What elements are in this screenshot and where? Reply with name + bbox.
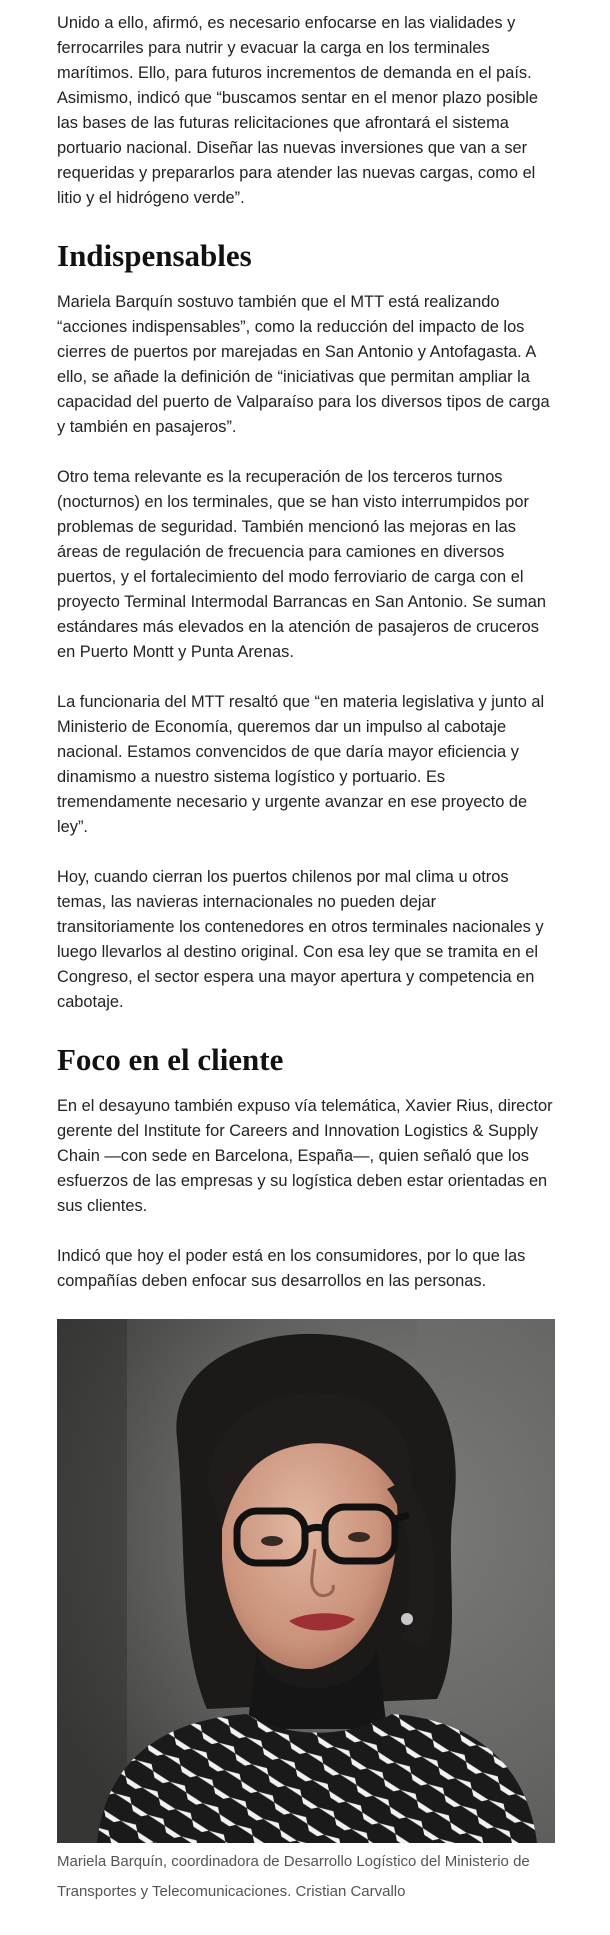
paragraph-foco-2: Indicó que hoy el poder está en los consumidores, por lo que las compañías deben enfocar sus desarrollos en las personas.	[57, 1247, 526, 1290]
heading-indispensables: Indispensables	[57, 238, 252, 273]
paragraph-indispensables-1: Mariela Barquín sostuvo también que el MTT está realizando “acciones indispensables”, como la reducción del impacto de los cierres de puertos por marejadas en San Antonio y Antofagasta. A ello, se añade la definición de “iniciativas que permitan ampliar la capacidad del puerto de Valparaíso para los diversos tipos de carga y también en pasajeros”.	[57, 293, 550, 436]
photo-caption: Mariela Barquín, coordinadora de Desarrollo Logístico del Ministerio de Transportes y Telecomunicaciones. Cristian Carvallo	[57, 1853, 530, 1900]
paragraph-foco-1: En el desayuno también expuso vía telemática, Xavier Rius, director gerente del Institute for Careers and Innovation Logistics & Supply Chain —con sede en Barcelona, España—, quien señaló que los esfuerzos de las empresas y su logística deben estar orientadas en sus clientes.	[57, 1097, 553, 1215]
photo-figure	[57, 1319, 555, 1907]
paragraph-indispensables-3: La funcionaria del MTT resaltó que “en materia legislativa y junto al Ministerio de Economía, queremos dar un impulso al cabotaje nacional. Estamos convencidos de que daría mayor eficiencia y dinamismo a nuestro sistema logístico y portuario. Es tremendamente necesario y urgente avanzar en ese proyecto de ley”.	[57, 693, 545, 836]
portrait-photo	[57, 1319, 555, 1843]
heading-foco-en-el-cliente: Foco en el cliente	[57, 1042, 284, 1077]
paragraph-indispensables-2: Otro tema relevante es la recuperación de los terceros turnos (nocturnos) en los terminales, que se han visto interrumpidos por problemas de seguridad. También mencionó las mejoras en las áreas de regulación de frecuencia para camiones en diversos puertos, y el fortalecimiento del modo ferroviario de carga con el proyecto Terminal Intermodal Barrancas en San Antonio. Se suman estándares más elevados en la atención de pasajeros de cruceros en Puerto Montt y Punta Arenas.	[57, 468, 546, 661]
intro-paragraph: Unido a ello, afirmó, es necesario enfocarse en las vialidades y ferrocarriles para nutrir y evacuar la carga en los terminales marítimos. Ello, para futuros incrementos de demanda en el país. Asimismo, indicó que “buscamos sentar en el menor plazo posible las bases de las futuras relicitaciones que afrontará el sistema portuario nacional. Diseñar las nuevas inversiones que van a ser requeridas y prepararlos para atender las nuevas cargas, como el litio y el hidrógeno verde”.	[57, 14, 539, 207]
paragraph-indispensables-4: Hoy, cuando cierran los puertos chilenos por mal clima u otros temas, las navieras internacionales no pueden dejar transitoriamente los contenedores en otros terminales nacionales y luego llevarlos al destino original. Con esa ley que se tramita en el Congreso, el sector espera una mayor apertura y competencia en cabotaje.	[57, 868, 544, 1011]
article-body	[57, 0, 555, 1907]
